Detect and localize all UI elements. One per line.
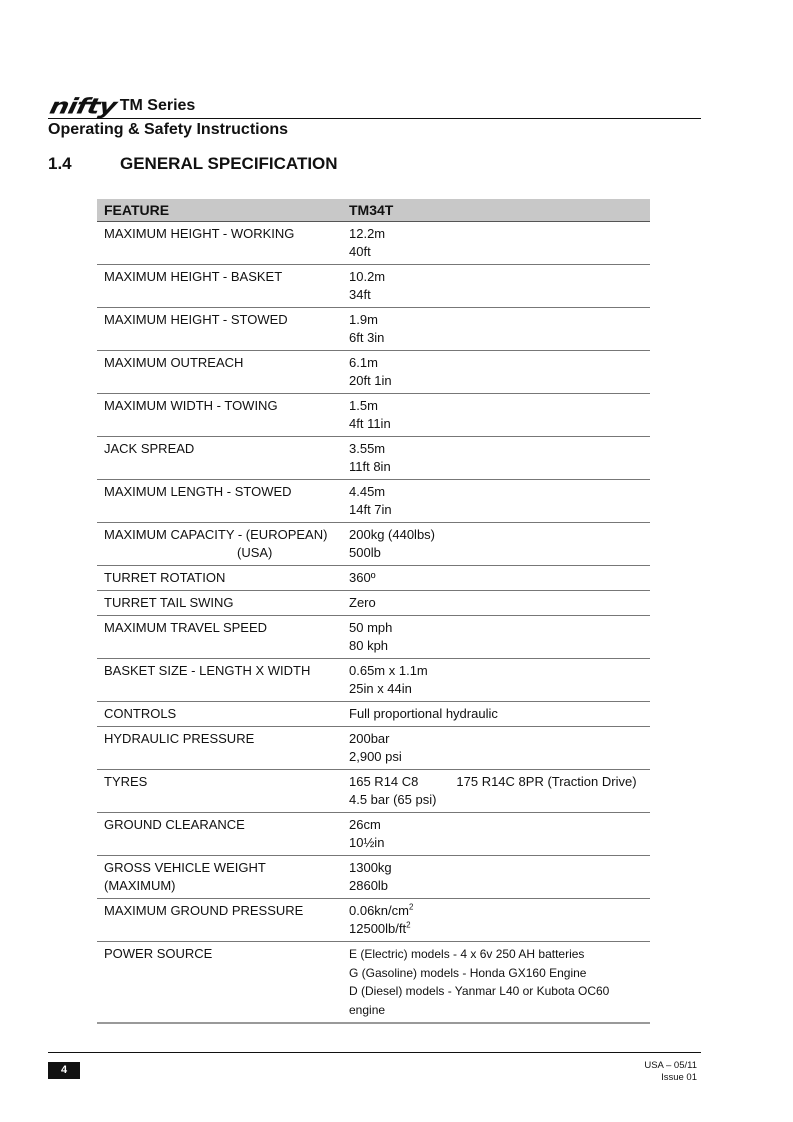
value-cell [342, 566, 650, 591]
table-header-row [97, 199, 650, 222]
metric-value: 4.45m [349, 484, 386, 499]
metric-value: 26cm [349, 817, 381, 832]
value-cell [342, 770, 650, 813]
feature-label: CONTROLS [104, 706, 177, 721]
imperial-value: 6ft 3in [349, 330, 385, 345]
table-row [97, 222, 650, 265]
feature-cell [97, 591, 342, 616]
superscript-2: 2 [408, 902, 414, 912]
feature-cell [97, 770, 342, 813]
value-cell [342, 942, 650, 1024]
series-title: TM Series [119, 97, 196, 114]
feature-cell [97, 222, 342, 265]
brand-line [47, 90, 701, 120]
issue-number: Issue 01 [661, 1072, 697, 1083]
value-cell [342, 702, 650, 727]
table-row [97, 616, 650, 659]
imperial-value: 2,900 psi [349, 749, 402, 764]
table-row [97, 856, 650, 899]
feature-cell [97, 856, 342, 899]
feature-label: HYDRAULIC PRESSURE [104, 731, 255, 746]
metric-value: 200kg (440lbs) [349, 527, 435, 542]
value-cell [342, 437, 650, 480]
table-row [97, 702, 650, 727]
feature-cell [97, 480, 342, 523]
column-header-feature: FEATURE [97, 199, 342, 222]
document-subtitle: Operating & Safety Instructions [48, 121, 289, 138]
section-heading [48, 154, 338, 174]
table-row [97, 813, 650, 856]
feature-cell [97, 942, 342, 1024]
feature-label: GROSS VEHICLE WEIGHT (MAXIMUM) [104, 860, 266, 893]
table-row [97, 480, 650, 523]
imperial-value: 11ft 8in [349, 459, 391, 474]
doc-reference: USA – 05/11 [644, 1060, 697, 1071]
metric-value: 0.65m x 1.1m [349, 663, 428, 678]
power-electric: E (Electric) models - 4 x 6v 250 AH batteries [349, 947, 585, 961]
metric-value: 12.2m [349, 226, 386, 241]
feature-label: TURRET TAIL SWING [104, 595, 234, 610]
feature-label: MAXIMUM HEIGHT - WORKING [104, 226, 295, 241]
value-cell [342, 899, 650, 942]
feature-cell [97, 437, 342, 480]
power-gasoline: G (Gasoline) models - Honda GX160 Engine [349, 965, 587, 980]
feature-label: MAXIMUM WIDTH - TOWING [104, 398, 278, 413]
imperial-value: 20ft 1in [349, 373, 392, 388]
feature-cell [97, 899, 342, 942]
superscript-2: 2 [406, 920, 411, 930]
feature-label: MAXIMUM HEIGHT - BASKET [104, 269, 283, 284]
table-row [97, 265, 650, 308]
table-row [97, 727, 650, 770]
table-row [97, 308, 650, 351]
imperial-value: 40ft [349, 244, 371, 259]
imperial-value: 14ft 7in [349, 502, 392, 517]
value-text: Full proportional hydraulic [349, 706, 498, 721]
table-row [97, 659, 650, 702]
feature-cell [97, 616, 342, 659]
metric-value: 3.55m [349, 441, 386, 456]
table-row [97, 942, 650, 1024]
metric-value: 0.06kn/cm [349, 903, 409, 918]
feature-label: MAXIMUM HEIGHT - STOWED [104, 312, 288, 327]
metric-value: 1.9m [349, 312, 378, 327]
feature-label: BASKET SIZE - LENGTH X WIDTH [104, 663, 311, 678]
table-row [97, 394, 650, 437]
feature-cell [97, 265, 342, 308]
imperial-value: 4ft 11in [349, 416, 391, 431]
table-row [97, 351, 650, 394]
imperial-value: 25in x 44in [349, 681, 412, 696]
value-cell [342, 856, 650, 899]
table-row [97, 523, 650, 566]
value-cell [342, 523, 650, 566]
table-row [97, 899, 650, 942]
power-diesel: D (Diesel) models - Yanmar L40 or Kubota OC60 engine [349, 984, 610, 1017]
value-cell [342, 265, 650, 308]
tyre-pressure: 4.5 bar (65 psi) [349, 792, 437, 807]
specification-table [97, 199, 650, 1024]
value-cell [342, 616, 650, 659]
table-row [97, 591, 650, 616]
feature-cell [97, 659, 342, 702]
feature-label: POWER SOURCE [104, 946, 213, 961]
value-cell [342, 727, 650, 770]
section-title: GENERAL SPECIFICATION [120, 154, 338, 173]
value-cell [342, 813, 650, 856]
imperial-value: 10½in [349, 835, 385, 850]
value-cell [342, 308, 650, 351]
tyre-traction-drive: 175 R14C 8PR (Traction Drive) [456, 774, 637, 789]
document-info [644, 1060, 697, 1084]
feature-cell [97, 523, 342, 566]
feature-label: MAXIMUM OUTREACH [104, 355, 244, 370]
imperial-value: 2860lb [349, 878, 389, 893]
feature-label: MAXIMUM TRAVEL SPEED [104, 620, 268, 635]
column-header-model: TM34T [342, 199, 650, 222]
metric-value: 6.1m [349, 355, 378, 370]
value-cell [342, 591, 650, 616]
feature-label: TURRET ROTATION [104, 570, 226, 585]
usa-value: 500lb [349, 545, 381, 560]
value-cell [342, 394, 650, 437]
metric-value: 10.2m [349, 269, 386, 284]
table-row [97, 566, 650, 591]
table-row [97, 437, 650, 480]
feature-sublabel: (USA) [237, 545, 273, 560]
header-rule [48, 118, 701, 119]
footer-rule [48, 1052, 701, 1053]
page-header [48, 90, 701, 139]
value-cell [342, 659, 650, 702]
section-number: 1.4 [48, 154, 72, 173]
feature-cell [97, 813, 342, 856]
feature-cell [97, 566, 342, 591]
feature-label: JACK SPREAD [104, 441, 195, 456]
feature-label: TYRES [104, 774, 148, 789]
metric-value: 80 kph [349, 638, 389, 653]
feature-cell [97, 394, 342, 437]
imperial-value: 50 mph [349, 620, 393, 635]
feature-label: MAXIMUM LENGTH - STOWED [104, 484, 292, 499]
feature-cell [97, 702, 342, 727]
metric-value: 1.5m [349, 398, 378, 413]
value-text: Zero [349, 595, 376, 610]
table-row [97, 770, 650, 813]
value-cell [342, 480, 650, 523]
value-cell [342, 222, 650, 265]
feature-cell [97, 308, 342, 351]
imperial-value: 34ft [349, 287, 371, 302]
feature-label: MAXIMUM CAPACITY - (EUROPEAN) [104, 527, 328, 542]
feature-label: MAXIMUM GROUND PRESSURE [104, 903, 304, 918]
metric-value: 200bar [349, 731, 390, 746]
tyre-standard: 165 R14 C8 [349, 774, 419, 789]
metric-value: 1300kg [349, 860, 392, 875]
page-number: 4 [48, 1062, 80, 1079]
nifty-logo: nifty [47, 94, 119, 120]
feature-label: GROUND CLEARANCE [104, 817, 245, 832]
imperial-value: 12500lb/ft [349, 921, 407, 936]
feature-cell [97, 351, 342, 394]
feature-cell [97, 727, 342, 770]
value-text: 360º [349, 570, 376, 585]
value-cell [342, 351, 650, 394]
